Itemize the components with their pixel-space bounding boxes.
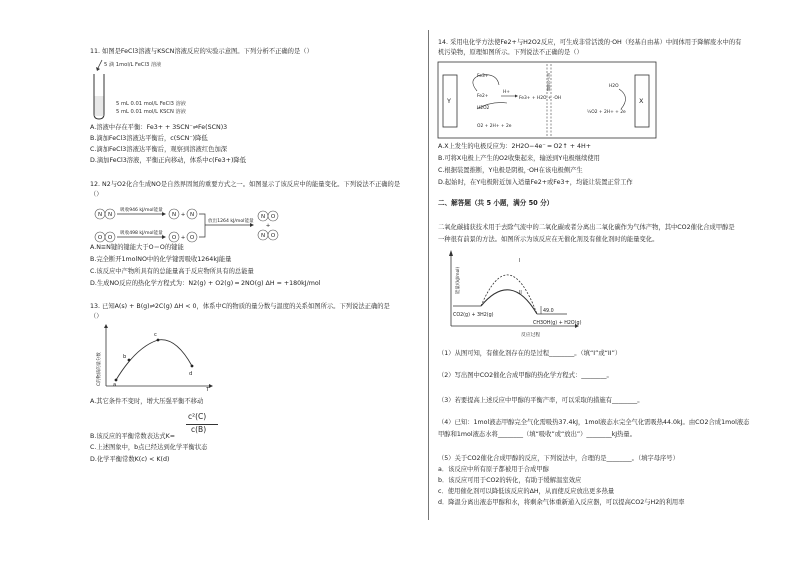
eq-h2o2: H2O2 — [477, 106, 490, 111]
q14-option-d: D.起始时，在Y电极附近加入适量Fe2+或Fe3+，均能让装置正常工作 — [438, 179, 633, 186]
q11-stem: 11. 如图是FeCl3溶液与KSCN溶液反应的实验示意图。下列分析不正确的是（） — [90, 48, 313, 55]
eq-o2: O2 + 2H+ + 2e — [477, 124, 512, 129]
q15-sub-3: （3）若要提高上述反应中甲醇的平衡产率，可以采取的措施有________。 — [438, 397, 644, 404]
q15-sub-4b: 甲醇和1mol液态水将________（填“吸收”或“放出”）________kJ热量。 — [438, 431, 637, 438]
label-b: b — [123, 354, 127, 360]
label-no-energy: 放出1264 kJ/mol能量 — [208, 219, 254, 224]
q14-option-b: B.可将X电极上产生的O2收集起来，输送到Y电极继续使用 — [438, 155, 600, 162]
fraction-temperature-graph — [96, 322, 216, 392]
curve-i-label: I — [519, 259, 521, 264]
q13-stem: 13. 已知A(s) + B(g)⇌2C(g) ΔH < 0，体系中C的物质的量分数与温度的关系如图所示。下列说法正确的是 — [90, 303, 390, 310]
q12-option-d: D.生成NO反应的热化学方程式为：N2(g) + O2(g) ═ 2NO(g) ΔH = +180kJ/mol — [90, 280, 321, 287]
electrochemical-cell-diagram — [437, 61, 657, 139]
tube-top-label: 5 滴 1mol/L FeCl3 溶液 — [104, 62, 162, 68]
eq-hplus: H+ — [503, 90, 510, 95]
svg-text:+: + — [180, 212, 186, 218]
q13-option-d: D.化学平衡常数K(c) < K(d) — [90, 456, 170, 463]
eq-products: Fe3+ + H2O + ·OH — [519, 96, 562, 101]
delta-h-value: 49.0 — [543, 309, 554, 314]
q13-option-b-denominator: c(B) — [191, 425, 207, 434]
q11-option-d: D.滴加FeCl3溶液，平衡正向移动，体系中c(Fe3+)降低 — [90, 157, 247, 164]
atom-n-free-1: N — [171, 212, 177, 218]
q15-option-a: a．该反应中所有原子都被用于合成甲醇 — [438, 466, 549, 473]
q14-option-c: C.根据装置推断，Y电极是阴极，·OH在该电极侧产生 — [438, 167, 583, 174]
x-axis-label: 反应过程 — [521, 333, 541, 338]
atom-o-no-1: O — [270, 214, 276, 220]
eq-fe3: Fe3+ — [477, 74, 489, 79]
q13-option-b: B.该反应的平衡常数表达式K= — [90, 433, 175, 440]
y-axis-label: 能量/(kJ/mol) — [456, 266, 461, 294]
section-title: 二、解答题（共 5 小题，满分 50 分） — [438, 199, 554, 207]
atom-n-2: N — [107, 212, 113, 218]
q13-option-a: A.其它条件不变时，增大压强平衡不移动 — [90, 398, 204, 405]
point-b — [128, 359, 131, 362]
reactants-label: CO2(g) + 3H2(g) — [453, 313, 494, 318]
electrode-x-label: X — [639, 97, 644, 105]
eq-right: ½O2 + 2H+ + 2e — [587, 110, 626, 115]
label-c: c — [154, 332, 157, 338]
q15-sub-5: （5）关于CO2催化合成甲醇的反应，下列说法中，合理的是________。（填字母序号） — [438, 455, 679, 462]
q13-option-c: C.上述图象中，b点已经达到化学平衡状态 — [90, 444, 208, 451]
label-d: d — [189, 371, 193, 377]
q15-stem: 二氧化碳捕获技术用于去除气流中的二氧化碳或者分离出二氧化碳作为气体产物，其中CO2催化合成甲醇是 — [438, 224, 735, 231]
q15-stem-tail: 一种很有前景的方法。如图所示为该反应在无催化剂及有催化剂时的能量变化。 — [438, 236, 659, 243]
atom-o-no-2: O — [270, 233, 276, 239]
q11-option-c: C.滴加FeCl3溶液达平衡后，观察到溶液红色加深 — [90, 146, 228, 153]
electrode-y-label: Y — [447, 97, 451, 105]
q15-option-c: c．使用催化剂可以降低该反应的ΔH，从而使反应放出更多热量 — [438, 488, 615, 495]
atom-n-1: N — [97, 212, 103, 218]
x-axis-label: T — [206, 387, 210, 393]
point-c — [157, 339, 160, 342]
y-axis-label: C的物质的量分数 — [97, 352, 102, 386]
point-a — [115, 379, 118, 382]
q12-stem-tail: （） — [90, 191, 103, 198]
atom-n-no-1: N — [260, 214, 266, 220]
q15-option-b: b．该反应可用于CO2的转化，有助于缓解温室效应 — [438, 477, 582, 484]
eq-fe2: Fe2+ — [477, 94, 489, 99]
eq-h2o: H2O — [609, 84, 619, 89]
label-a: a — [113, 382, 117, 388]
q14-stem: 14. 采用电化学方法使Fe2+与H2O2反应，可生成非常活泼的·OH（羟基自由基）中间体用于降解废水中的有 — [438, 39, 742, 46]
atom-o-free-2: O — [189, 235, 195, 241]
q13-option-b-numerator: c²(C) — [188, 412, 207, 421]
membrane-label: 质子交换膜 — [547, 73, 551, 91]
q15-option-d: d．降温分离出液态甲醇和水，将剩余气体重新通入反应器，可以提高CO2与H2的利用率 — [438, 499, 685, 506]
curve-i — [481, 275, 537, 314]
q15-sub-2: （2）写出图中CO2催化合成甲醇的热化学方程式：________。 — [438, 372, 613, 379]
svg-text:+: + — [180, 235, 186, 241]
column-divider — [428, 30, 429, 520]
q11-option-b: B.滴加FeCl3溶液达平衡后，c(SCN⁻)降低 — [90, 135, 208, 142]
atom-o-free-1: O — [171, 235, 177, 241]
curve-ii-label: II — [519, 291, 522, 296]
atom-n-free-2: N — [189, 212, 195, 218]
q13-stem-tail: （） — [90, 313, 103, 320]
energy-profile-diagram — [437, 248, 587, 343]
q14-stem-tail: 机污染物，原理如图所示。下列说法不正确的是（） — [438, 49, 583, 56]
atom-n-no-2: N — [260, 233, 266, 239]
tube-bot-label: 5 mL 0.01 mol/L KSCN 溶液 — [116, 109, 186, 115]
q15-sub-4a: （4）已知：1mol液态甲醇完全气化需吸热37.4kJ，1mol液态水完全气化需吸热44.0kJ。由CO2合成1mol液态 — [438, 419, 750, 426]
q12-option-c: C.该反应中产物所具有的总能量高于反应物所具有的总能量 — [90, 268, 254, 275]
products-label: CH3OH(g) + H2O(g) — [533, 321, 582, 326]
atom-o-1: O — [97, 235, 103, 241]
q14-option-a: A.X上发生的电极反应为：2H2O−4e⁻ ═ O2↑ + 4H+ — [438, 143, 591, 150]
q12-option-b: B.完全断开1molNO中的化学键需吸收1264kJ能量 — [90, 256, 232, 263]
atom-o-2: O — [107, 235, 113, 241]
svg-text:+: + — [265, 223, 271, 229]
q12-option-a: A.N≡N键的键能大于O＝O的键能 — [90, 244, 184, 251]
tube-mid-label: 5 mL 0.01 mol/L FeCl3 溶液 — [116, 101, 186, 107]
q12-stem: 12. N2与O2化合生成NO是自然界固氮的重要方式之一。如图显示了该反应中的能量变化。下列说法不正确的是 — [90, 181, 401, 188]
q11-option-a: A.溶液中存在平衡：Fe3+ + 3SCN⁻⇌Fe(SCN)3 — [90, 124, 228, 131]
label-n2-energy: 吸收946 kJ/mol能量 — [120, 208, 163, 213]
q15-sub-1: （1）从图可知，有催化剂存在的是过程________。（填“I”或“II”） — [438, 350, 622, 357]
bond-energy-diagram — [92, 203, 322, 263]
point-d — [191, 365, 194, 368]
label-o2-energy: 吸收498 kJ/mol能量 — [120, 231, 163, 236]
curve-ii — [481, 290, 537, 314]
